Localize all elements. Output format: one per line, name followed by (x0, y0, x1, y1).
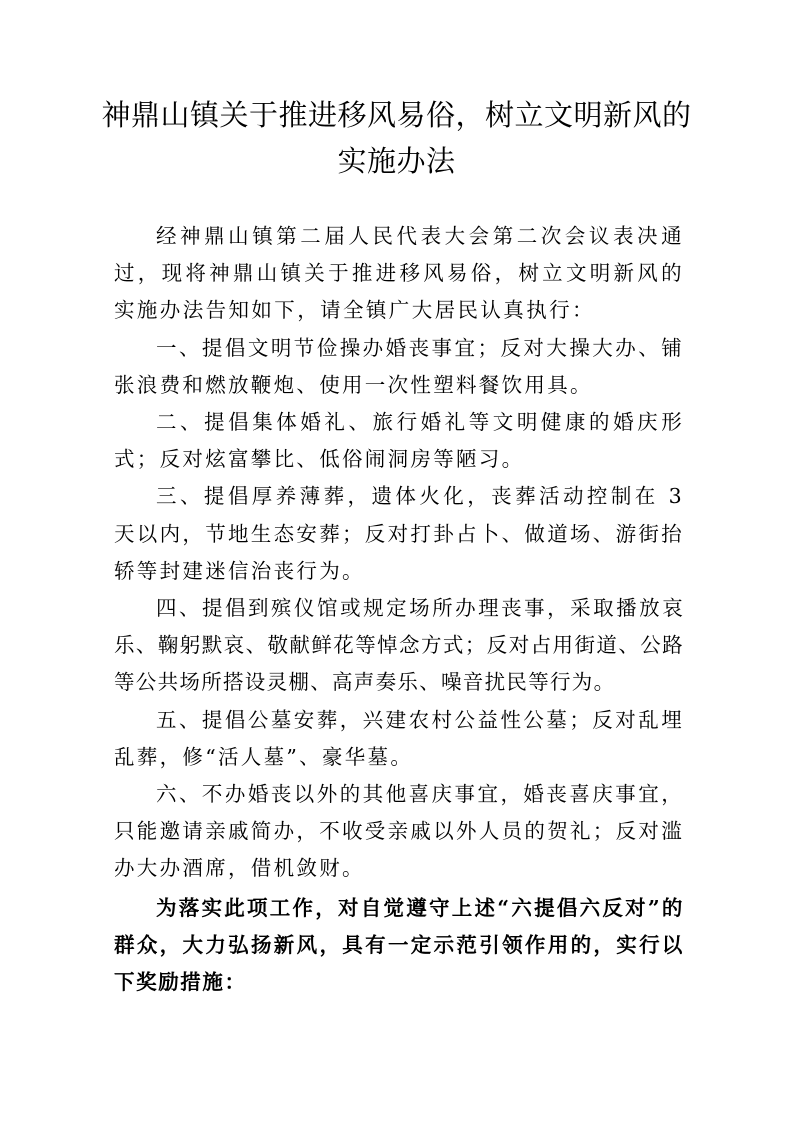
item-2-paragraph: 二、提倡集体婚礼、旅行婚礼等文明健康的婚庆形式；反对炫富攀比、低俗闹洞房等陋习。 (114, 410, 684, 472)
title-line-1: 神鼎山镇关于推进移风易俗，树立文明新风的 (101, 98, 692, 132)
document-title (100, 92, 693, 184)
item-4-paragraph: 四、提倡到殡仪馆或规定场所办理丧事，采取播放哀乐、鞠躬默哀、敬献鲜花等悼念方式；反对占用街道、公路等公共场所搭设灵棚、高声奏乐、噪音扰民等行为。 (114, 596, 684, 695)
title-line-2: 实施办法 (337, 144, 456, 178)
item-3-paragraph: 三、提倡厚养薄葬，遗体火化，丧葬活动控制在 3 天以内，节地生态安葬；反对打卦占卜、做道场、游街抬轿等封建迷信治丧行为。 (114, 484, 684, 583)
item-1-paragraph: 一、提倡文明节俭操办婚丧事宜；反对大操大办、铺张浪费和燃放鞭炮、使用一次性塑料餐饮用具。 (114, 335, 684, 397)
document-body (114, 218, 684, 1001)
intro-paragraph: 经神鼎山镇第二届人民代表大会第二次会议表决通过，现将神鼎山镇关于推进移风易俗，树立文明新风的实施办法告知如下，请全镇广大居民认真执行： (114, 224, 684, 323)
item-6-paragraph: 六、不办婚丧以外的其他喜庆事宜，婚丧喜庆事宜，只能邀请亲戚简办，不收受亲戚以外人员的贺礼；反对滥办大办酒席，借机敛财。 (114, 782, 684, 881)
reward-paragraph: 为落实此项工作，对自觉遵守上述“六提倡六反对”的群众，大力弘扬新风，具有一定示范引领作用的，实行以下奖励措施： (114, 895, 684, 995)
item-5-paragraph: 五、提倡公墓安葬，兴建农村公益性公墓；反对乱埋乱葬，修“活人墓”、豪华墓。 (114, 707, 684, 769)
